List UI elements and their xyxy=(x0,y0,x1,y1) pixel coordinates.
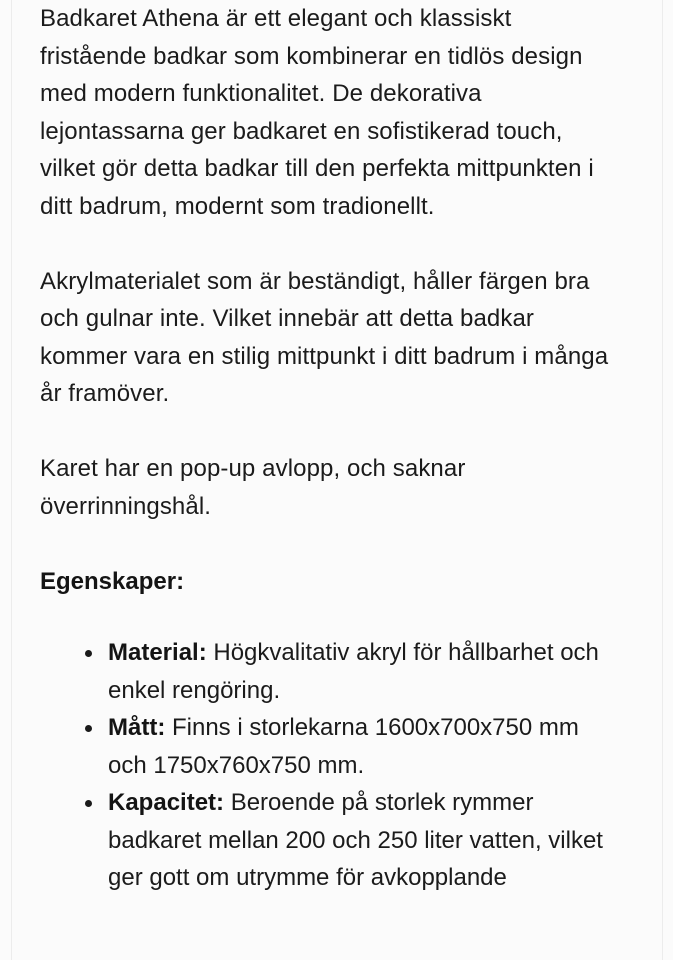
description-content xyxy=(40,0,620,897)
feature-description: Finns i storlekarna 1600x700x750 mm och 1750x760x750 mm. xyxy=(108,714,579,779)
features-heading: Egenskaper: xyxy=(40,567,185,595)
right-container-rule xyxy=(662,0,663,960)
feature-term: Kapacitet: xyxy=(108,789,225,816)
list-item xyxy=(40,634,620,709)
feature-term: Material: xyxy=(108,639,207,666)
description-paragraph-1: Badkaret Athena är ett elegant och klassiskt fristående badkar som kombinerar en tidlös design med modern funktionalitet. De dekorativa lejontassarna ger badkaret en sofistikerad touch, vilket gör detta badkar till den perfekta mittpunkten i ditt badrum, modernt som tradionellt. xyxy=(40,5,594,220)
bullet-icon xyxy=(85,800,92,807)
description-paragraph-3: Karet har en pop-up avlopp, och saknar överrinningshål. xyxy=(40,455,466,520)
bullet-icon xyxy=(85,725,92,732)
left-container-rule xyxy=(11,0,12,960)
description-paragraph-2: Akrylmaterialet som är beständigt, håller färgen bra och gulnar inte. Vilket innebär att detta badkar kommer vara en stilig mittpunkt i ditt badrum i många år framöver. xyxy=(40,267,609,407)
bullet-icon xyxy=(85,650,92,657)
features-list xyxy=(40,634,620,897)
feature-term: Mått: xyxy=(108,714,166,741)
feature-description: Högkvalitativ akryl för hållbarhet och enkel rengöring. xyxy=(108,639,599,704)
feature-description: Beroende på storlek rymmer badkaret mellan 200 och 250 liter vatten, vilket ger gott om utrymme för avkopplande xyxy=(108,789,603,891)
list-item xyxy=(40,709,620,784)
list-item xyxy=(40,784,620,897)
